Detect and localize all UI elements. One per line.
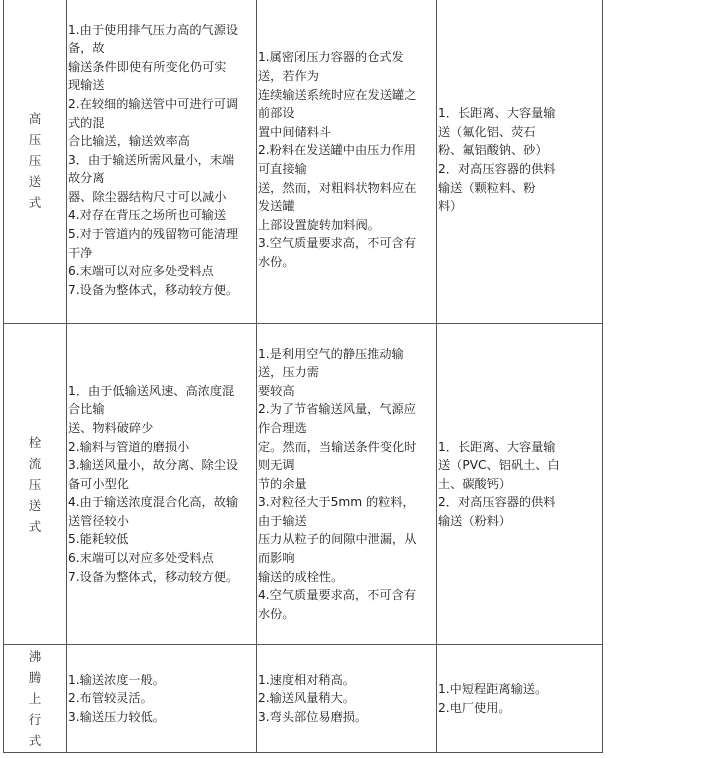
cell-text-line: 送，压力需: [258, 365, 319, 380]
cell-text-line: 送，然而，对粗料状物料应在: [258, 180, 417, 195]
header-char: 沸: [28, 649, 42, 664]
cell-text-line: 置中间储料斗: [258, 124, 332, 139]
header-char: 上: [28, 691, 42, 706]
cell-text-line: 节的余量: [258, 476, 307, 491]
header-char: 压: [28, 476, 42, 492]
cell-text-line: 5.对于管道内的残留物可能清理: [68, 227, 239, 242]
applications-cell: [437, 324, 603, 645]
cell-text-line: 送、物料破碎少: [68, 420, 154, 435]
cell-text-line: 备可小型化: [68, 476, 129, 491]
features-cell: [67, 324, 257, 645]
cell-text-line: 1.是利用空气的静压推动输: [258, 346, 404, 361]
cell-text-line: 5.能耗较低: [68, 532, 129, 547]
cell-text-line: 水份。: [258, 606, 295, 621]
cell-text-line: 式的混: [68, 115, 105, 130]
cell-text-line: 3.空气质量要求高，不可含有: [258, 236, 416, 251]
notes-cell: [257, 645, 437, 753]
cell-text-line: 料）: [438, 199, 463, 214]
table-row-plug-flow: [4, 324, 603, 645]
applications-cell: [437, 645, 603, 753]
header-char: 流: [28, 455, 42, 471]
header-char: 式: [28, 733, 42, 748]
cell-text-line: 1．长距离、大容量输: [438, 106, 556, 121]
row-header-fluidized: [4, 645, 67, 753]
cell-text-line: 发送罐: [258, 199, 295, 214]
cell-text-line: 备，故: [68, 41, 105, 56]
cell-text-line: 合比输送，输送效率高: [68, 134, 190, 149]
cell-text-line: 1.属密闭压力容器的仓式发: [258, 50, 404, 65]
cell-text-line: 2.为了节省输送风量，气源应: [258, 402, 416, 417]
cell-text-line: 4.对存在背压之场所也可输送: [68, 208, 226, 223]
cell-text-line: 1.由于使用排气压力高的气源设: [68, 22, 239, 37]
cell-text-line: 3．由于输送所需风量小，末端: [68, 152, 235, 167]
cell-text-line: 合比输: [68, 402, 105, 417]
cell-text-line: 3.输送风量小，故分离、除尘设: [68, 458, 239, 473]
cell-text-line: 现输送: [68, 78, 105, 93]
cell-text-line: 送（PVC、铝矾土、白: [438, 458, 560, 473]
header-char: 式: [28, 518, 42, 534]
cell-text-line: 可直接输: [258, 162, 307, 176]
notes-cell: [257, 0, 437, 324]
cell-text-line: 1.速度相对稍高。: [258, 672, 355, 687]
cell-text-line: 定。然而，当输送条件变化时: [258, 439, 417, 454]
cell-text-line: 1.输送浓度一般。: [68, 672, 165, 687]
cell-text-line: 器、除尘器结构尺寸可以减小: [68, 189, 227, 204]
cell-text-line: 2.电厂使用。: [438, 700, 511, 715]
cell-text-line: 输送的成栓性。: [258, 569, 344, 584]
cell-text-line: 1．由于低输送风速、高浓度混: [68, 383, 235, 398]
cell-text-line: 前部设: [258, 106, 295, 121]
cell-text-line: 粉、氟铝酸钠、砂）: [438, 143, 548, 158]
row-header-high-pressure: [4, 0, 67, 324]
cell-text-line: 送，若作为: [258, 69, 319, 84]
cell-text-line: 压力从粒子的间隙中泄漏，从: [258, 532, 417, 547]
header-char: 压: [28, 152, 42, 168]
header-char: 高: [28, 110, 42, 126]
row-header-plug-flow: [4, 324, 67, 645]
cell-text-line: 1.中短程距离输送。: [438, 681, 548, 696]
cell-text-line: 2.布管较灵活。: [68, 691, 153, 706]
header-char: 式: [28, 194, 42, 210]
cell-text-line: 4.空气质量要求高，不可含有: [258, 588, 416, 603]
cell-text-line: 1．长距离、大容量输: [438, 439, 556, 454]
cell-text-line: 6.末端可以对应多处受料点: [68, 264, 214, 279]
cell-text-line: 由于输送: [258, 513, 307, 528]
header-char: 送: [28, 173, 42, 189]
applications-cell: [437, 0, 603, 324]
cell-text-line: 输送（颗粒料、粉: [438, 180, 536, 195]
cell-text-line: 则无调: [258, 458, 295, 473]
comparison-table: [3, 0, 603, 753]
cell-text-line: 而影响: [258, 551, 295, 566]
cell-text-line: 输送条件即使有所变化仍可实: [68, 59, 227, 74]
cell-text-line: 4.由于输送浓度混合化高，故输: [68, 495, 239, 510]
cell-text-line: 土、碳酸钙）: [438, 476, 512, 491]
cell-text-line: 干净: [68, 245, 93, 260]
cell-text-line: 3.输送压力较低。: [68, 709, 165, 724]
cell-text-line: 2.输料与管道的磨损小: [68, 439, 190, 454]
notes-cell: [257, 324, 437, 645]
features-cell: [67, 0, 257, 324]
cell-text-line: 7.设备为整体式，移动较方便。: [68, 282, 239, 297]
cell-text-line: 3.弯头部位易磨损。: [258, 709, 368, 724]
header-char: 压: [28, 131, 42, 147]
header-char: 栓: [28, 434, 42, 450]
cell-text-line: 水份。: [258, 254, 295, 269]
features-cell: [67, 645, 257, 753]
cell-text-line: 2．对高压容器的供料: [438, 495, 556, 510]
cell-text-line: 2.粉料在发送罐中由压力作用: [258, 143, 416, 158]
cell-text-line: 2．对高压容器的供料: [438, 162, 556, 176]
header-char: 腾: [28, 670, 42, 685]
cell-text-line: 上部设置旋转加料阀。: [258, 217, 380, 232]
cell-text-line: 作合理选: [258, 420, 307, 435]
cell-text-line: 输送（粉料）: [438, 513, 512, 528]
cell-text-line: 3.对粒径大于5mm 的粒料，: [258, 495, 415, 510]
cell-text-line: 2.输送风量稍大。: [258, 691, 355, 706]
cell-text-line: 连续输送系统时应在发送罐之: [258, 87, 417, 102]
cell-text-line: 要较高: [258, 383, 295, 398]
cell-text-line: 送（氟化铝、荧石: [438, 124, 536, 139]
table-row-fluidized: [4, 645, 603, 753]
cell-text-line: 送管径较小: [68, 513, 129, 528]
header-char: 送: [28, 497, 42, 513]
cell-text-line: 2.在较细的输送管中可进行可调: [68, 96, 239, 111]
cell-text-line: 故分离: [68, 171, 105, 186]
cell-text-line: 6.末端可以对应多处受料点: [68, 551, 214, 566]
header-char: 行: [28, 712, 42, 727]
table-row-high-pressure: [4, 0, 603, 324]
cell-text-line: 7.设备为整体式，移动较方便。: [68, 569, 239, 584]
